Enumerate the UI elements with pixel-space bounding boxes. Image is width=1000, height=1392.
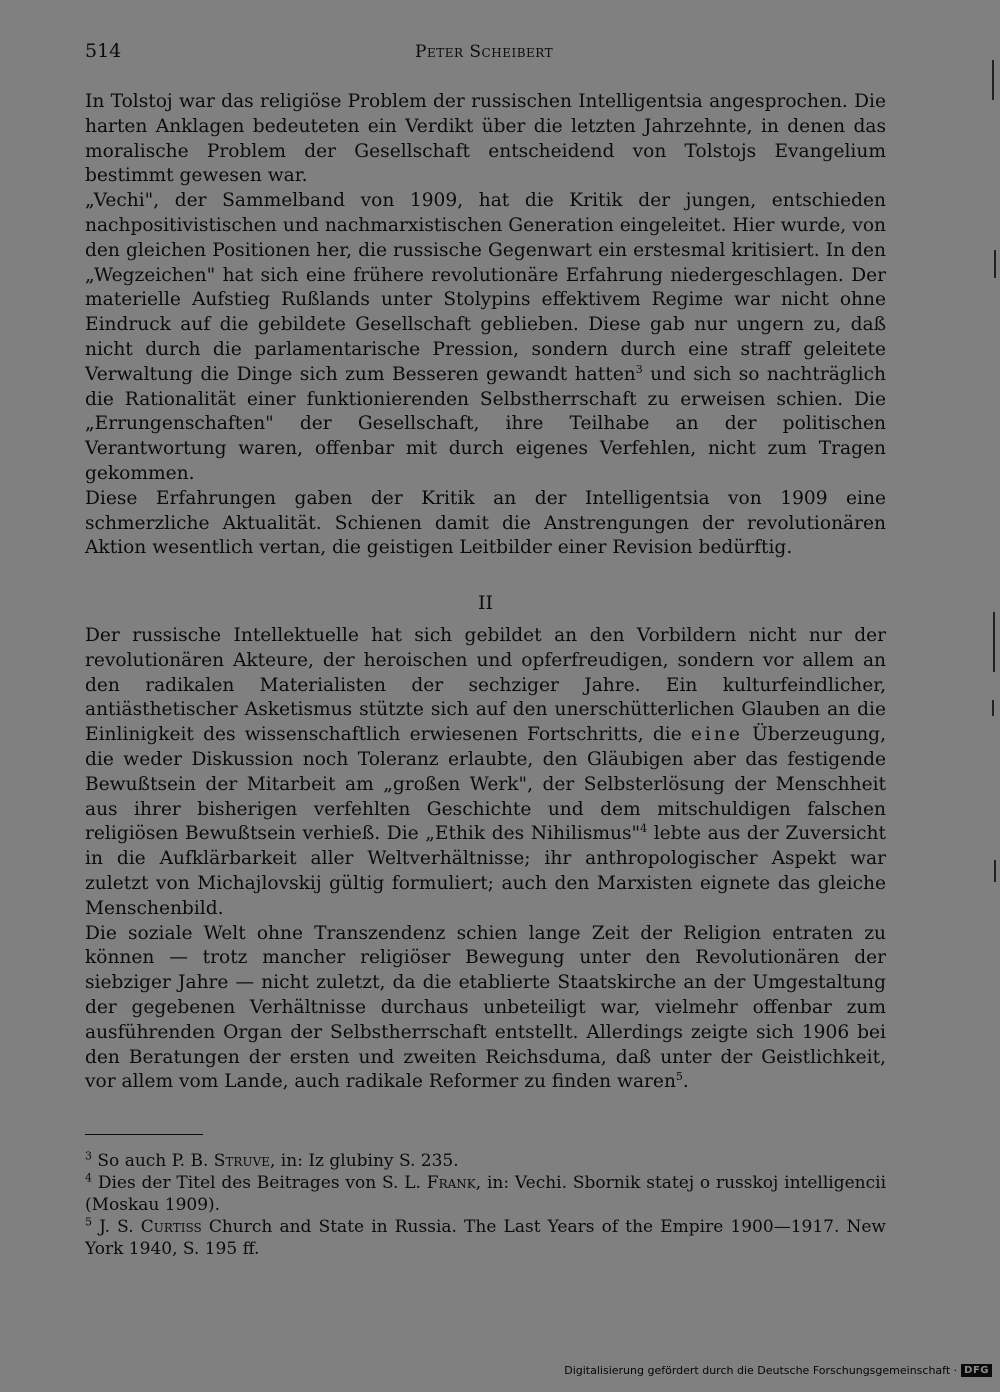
paragraph-intellektuelle-a: Der russische Intellektuelle hat sich gebildet an den Vorbildern nicht nur der revolutionären Akteure, der heroischen und opferfreudigen, sondern vor allem an den radikalen Materialisten der sechziger Jahre. Ein kulturfeindlicher, antiästhetischer Asketismus stützte sich auf den unerschütterlichen Glauben an die Einlinigkeit des wissenschaftlich erwiesenen Fortschritts, die xyxy=(85,625,886,746)
paragraph-intellektuelle-b: Überzeugung, die weder Diskussion noch Toleranz erlaubte, den Gläubigen aber das festigende Bewußtsein der Mitarbeit am „großen Werk", der Selbsterlösung der Menschheit aus ihrer bisherigen verfehlten Geschichte und dem mitschuldigen falschen religiösen Bewußtsein verhieß. Die „Ethik des Nihilismus" xyxy=(85,724,886,845)
body-text-top xyxy=(85,90,886,561)
paragraph-soziale-welt-a: Die soziale Welt ohne Transzendenz schien lange Zeit der Religion entraten zu können — trotz mancher religiöser Bewegung unter den Revolutionären der siebziger Jahre — nicht zuletzt, da die etablierte Staatskirche an der Umgestaltung der gegebenen Verhältnisse durchaus unbeteiligt war, vielmehr offenbar zum ausführenden Organ der Selbstherrschaft entstellt. Allerdings zeigte sich 1906 bei den Beratungen der ersten und zweiten Reichsduma, daß unter der Geistlichkeit, vor allem vom Lande, auch radikale Reformer zu finden waren xyxy=(85,922,886,1093)
dfg-logo: DFG xyxy=(961,1364,992,1377)
footnote-divider xyxy=(85,1134,203,1135)
paragraph-intellektuelle-c: lebte aus der Zuversicht in die Aufklärbarkeit aller Weltverhältnisse; ihr anthropologischer Aspekt war zuletzt von Michajlovskij gültig formuliert; auch den Marxisten eignete das gleiche Menschenbild. xyxy=(85,823,886,919)
credit-text: Digitalisierung gefördert durch die Deutsche Forschungsgemeinschaft · xyxy=(564,1363,958,1377)
footnote-3 xyxy=(85,1150,886,1172)
footnote-ref-4: 4 xyxy=(640,822,648,836)
page-number: 514 xyxy=(85,40,122,62)
footnote-5-author: Curtiss xyxy=(140,1217,202,1237)
section-heading: II xyxy=(477,592,493,614)
body-text-section-2 xyxy=(85,624,886,1095)
paragraph-intellektuelle xyxy=(85,624,886,922)
footnote-4-text-b: , in: Vechi. Sbornik statej o russkoj intelligencii (Moskau 1909). xyxy=(85,1173,887,1215)
footnote-3-text-a: So auch P. B. xyxy=(97,1151,209,1171)
scan-mark xyxy=(992,700,994,716)
paragraph-tolstoj: In Tolstoj war das religiöse Problem der russischen Intelligentsia angesprochen. Die harten Anklagen bedeuteten ein Verdikt über die letzten Jahrzehnte, in denen das moralische Problem der Gesellschaft entscheidend von Tolstojs Evangelium bestimmt gewesen war. xyxy=(85,91,886,187)
footnote-3-author: Struve xyxy=(213,1151,270,1171)
running-head: Peter Scheibert xyxy=(415,42,554,62)
paragraph-soziale-welt-end: . xyxy=(682,1071,689,1093)
scan-mark xyxy=(993,612,995,672)
footnote-4 xyxy=(85,1172,886,1216)
paragraph-vechi-text: „Vechi", der Sammelband von 1909, hat die Kritik der jungen, entschieden nachpositivistischen und nachmarxistischen Generation eingeleitet. Hier wurde, von den gleichen Positionen her, die russische Gegenwart ein erstesmal kritisiert. In den „Wegzeichen" hat sich eine frühere revolutionäre Erfahrung niedergeschlagen. Der materielle Aufstieg Rußlands unter Stolypins effektivem Regime war nicht ohne Eindruck auf die gebildete Gesellschaft geblieben. Diese gab nur ungern zu, daß nicht durch die parlamentarische Pression, sondern durch eine straff geleitete Verwaltung die Dinge sich zum Besseren gewandt hatten xyxy=(85,190,886,385)
footnotes xyxy=(85,1150,886,1260)
footnote-4-number: 4 xyxy=(85,1171,92,1185)
footnote-3-text-b: , in: Iz glubiny S. 235. xyxy=(270,1151,459,1171)
footnote-4-author: Frank xyxy=(426,1173,476,1193)
footnote-ref-5: 5 xyxy=(675,1070,683,1084)
footnote-4-text-a: Dies der Titel des Beitrages von S. L. xyxy=(97,1173,421,1193)
scan-mark xyxy=(994,860,996,882)
scan-edge-marks xyxy=(988,0,1000,1392)
scan-mark xyxy=(994,250,996,278)
footnote-5-text-b: Church and State in Russia. The Last Years of the Empire 1900—1917. New York 1940, S. 195 ff. xyxy=(85,1217,886,1259)
paragraph-vechi-continued: und sich so nachträglich die Rationalität einer funktionierenden Selbstherrschaft zu erweisen schien. Die „Errungenschaften" der Gesellschaft, ihre Teilhabe an der politischen Verantwortung waren, offenbar mit durch eigenes Verfehlen, nicht zum Tragen gekommen. xyxy=(85,363,886,484)
footnote-5-number: 5 xyxy=(85,1215,92,1229)
page-header xyxy=(85,40,885,68)
spaced-emphasis: eine xyxy=(690,724,743,746)
scan-mark xyxy=(992,60,994,100)
paragraph-vechi xyxy=(85,189,886,487)
footnote-ref-3: 3 xyxy=(635,362,643,376)
footnote-5 xyxy=(85,1216,886,1260)
paragraph-erfahrungen: Diese Erfahrungen gaben der Kritik an der Intelligentsia von 1909 eine schmerzliche Aktualität. Schienen damit die Anstrengungen der revolutionären Aktion wesentlich vertan, die geistigen Leitbilder einer Revision bedürftig. xyxy=(85,487,886,559)
paragraph-soziale-welt xyxy=(85,922,886,1096)
footnote-3-number: 3 xyxy=(85,1149,92,1163)
digitization-credit xyxy=(564,1360,992,1380)
footnote-5-text-a: J. S. xyxy=(99,1217,134,1237)
